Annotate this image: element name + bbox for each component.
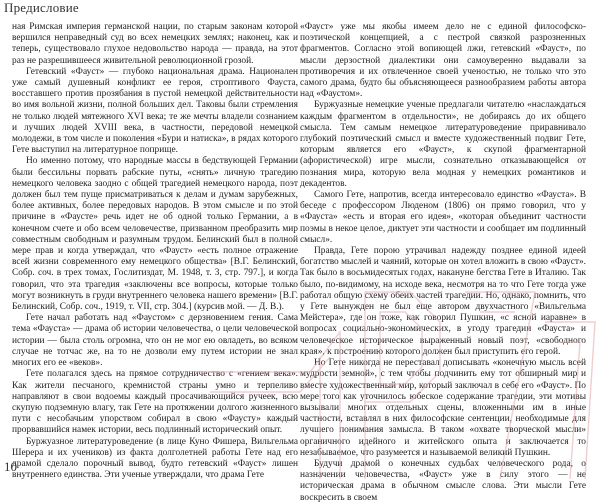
paragraph: Буржуазное литературоведение (в лице Куно Фишера, Вильгельма Шерера и их учеников) из факта долголетней работы Гете над его драмой сделало порочный вывод, будто гетевский «Фауст» лишен внутреннего единства. Эти ученые утверждали, что драма Гете bbox=[12, 436, 298, 481]
left-text-column bbox=[12, 22, 298, 481]
paragraph: Но именно потому, что народные массы в бедствующей Германии были бессильны порвать рабские путы, «снять» личную трагедию немецкого человека заодно с общей трагедией немецкого народа, поэт должен был тем пуще присматриваться к делам и думам зарубежных, более активных, более передовых народов. В этом смысле и по этой причине в «Фаусте» речь идет не об одной только Германии, а в конечном счете и обо всем человечестве, призванном преобразить мир совместным свободным и разумным трудом. Белинский был в полной мере прав и когда утверждал, что «Фауст» «есть полное отражение всей жизни современного ему немецкого общества» [В.Г. Белинский, Собр. соч. в трех томах, Гослитиздат, М. 1948, т. 3, стр. 797.], и когда говорил, что эта трагедия «заключены все вопросы, которые только могут возникнуть в груди внутреннего человека нашего времени» [В.Г. Белинский, Собр. соч., 1919, т. VII, стр. 304.] (курсив мой. — Д. В.). bbox=[12, 156, 298, 313]
paragraph: Буржуазные немецкие ученые предлагали читателю «наслаждаться каждым фрагментом в отдельности», не добираясь до их общего смысла. Тем самым немецкое литературоведение приравнивало глубокий поэтический смысл и вместе художественный подвиг Гете, которым является его «Фауст», к скупой фрагментарной (афористической) игре мысли, сознательно отказывающейся от познания мира, которую вела модная у немецких романтиков и декадентов. bbox=[300, 100, 586, 189]
paragraph: Гете начал работать над «Фаустом» с дерзновением гения. Сама тема «Фауста» — драма об истории человечества, о цели человеческой истории — была столь огромна, что он не мог ею овладеть, во всяком случае не тотчас же, на то не дозволи ему путем истории не знал многих его ее «веков». bbox=[12, 313, 298, 369]
paragraph: Правда, Гете порою утрачивал надежду позднее единой идеей богатство мыслей и чаяний, которые он хотел вложить в свою «Фауст». Так было в восьмидесятых годах, накануне бегства Гете в Италию. Так было, по-видимому, на исходе века, несмотря на то что Гете тогда уже работал общую схему обеих частей трагедии. Но, однако, помнить, что у Гете вынужден не был еще автором двухчастного «Вильгельма Мейстера», где он тоже, как говорил Пушкин, «с ясной иаравне» в вопросах социально-экономических, в угоду трагедии «Фауста» и человеческое историческое выраженный новый поэт, «свободного края», к построению которого должен был приступить его герой. bbox=[300, 246, 586, 357]
page-number: 10 bbox=[4, 459, 17, 474]
paragraph: «Фауст» уже мы якобы имеем дело не с единой философско-поэтической концепцией, а с пестрой связкой разрозненных фрагментов. Согласно этой вопиющей лжи, гетевский «Фауст», по мысли дерзостной диалектики они самоуверенно выдавали за противоречия и их отвлеченное своей ученостью, не только что это самого драма, будто бы объясняющееся разнообразием работы автора над «Фаустом». bbox=[300, 22, 586, 100]
right-text-column bbox=[300, 22, 586, 504]
paragraph: Будучи драмой о конечных судьбах человеческого рода, о назначении человечества, «Фауст» уже в силу этого — не историческая драма в обычном смысле слова. Эти мысли Гете воскресить в своем bbox=[300, 458, 586, 503]
paragraph: ная Римская империя германской нации, по старым законам которой вершился неправедный суд во всех немецких землях; наконец, как и теперь, существовало глухое недовольство народа — правда, на этот раз не разрешившееся живительной революционной грозой. bbox=[12, 22, 298, 66]
paragraph: Гете полагался здесь на прямое сотрудничество с «гением века». Как жители песчаного, кремнистой страны умно и терпеливо направляют в свои водоемы каждый просачивающийся ручеек, всю скупую подземную влагу, так Гете на протяжении долгого жизненного пути с несобачьим упорством собирал в свою «Фаусту» каждый прорвавшийся намек истории, весь подлинный исторический опыт. bbox=[12, 369, 298, 436]
paragraph: Но Гете никогда не переставал дописывать «конечную мысль всей мудрости земной», с тем чтобы подчинить ему тот обширный мир и вместе художественный мир, который заключал в себе его «Фауст». По мере того как уточнилось юбеское содержание трагедии, эти мотивы вызывали многих отдельных сцены, вложенными им в иные частности, вставлял в них философские сентенции, необходимые для лучшего понимания замысла. В таком «охвате творческой мысли» органичного идейного и житейского опыта и заключается то незабываемое, что разумеется и называемой великий Пушкин. bbox=[300, 358, 586, 458]
paragraph: Гетевский «Фауст» — глубоко национальная драма. Национален уже самый душевный конфликт ее героя, строптивого Фауста, восставшего против прозябания в пустой немецкой действительности во имя вольной жизни, полной больших дел. Таковы были стремления не только людей мятежного XVI века; те же мечты владели сознанием и лучших людей XVIII века, в частности, передовой немецкой молодежи, в том числе и поколения «Бури и натиска», в рядах которого Гете выступил на литературное поприще. bbox=[12, 66, 298, 156]
paragraph: Самого Гете, напротив, всегда интересовало единство «Фауста». В беседе с профессором Люденом (1806) он прямо говорил, что у «Фауста» «есть и вторая его идея», «которая объединит частности поэмы в некое целое, диктует эти частности и сообщает им подлинный смысл». bbox=[300, 190, 586, 245]
running-title: Предисловие bbox=[4, 0, 79, 15]
